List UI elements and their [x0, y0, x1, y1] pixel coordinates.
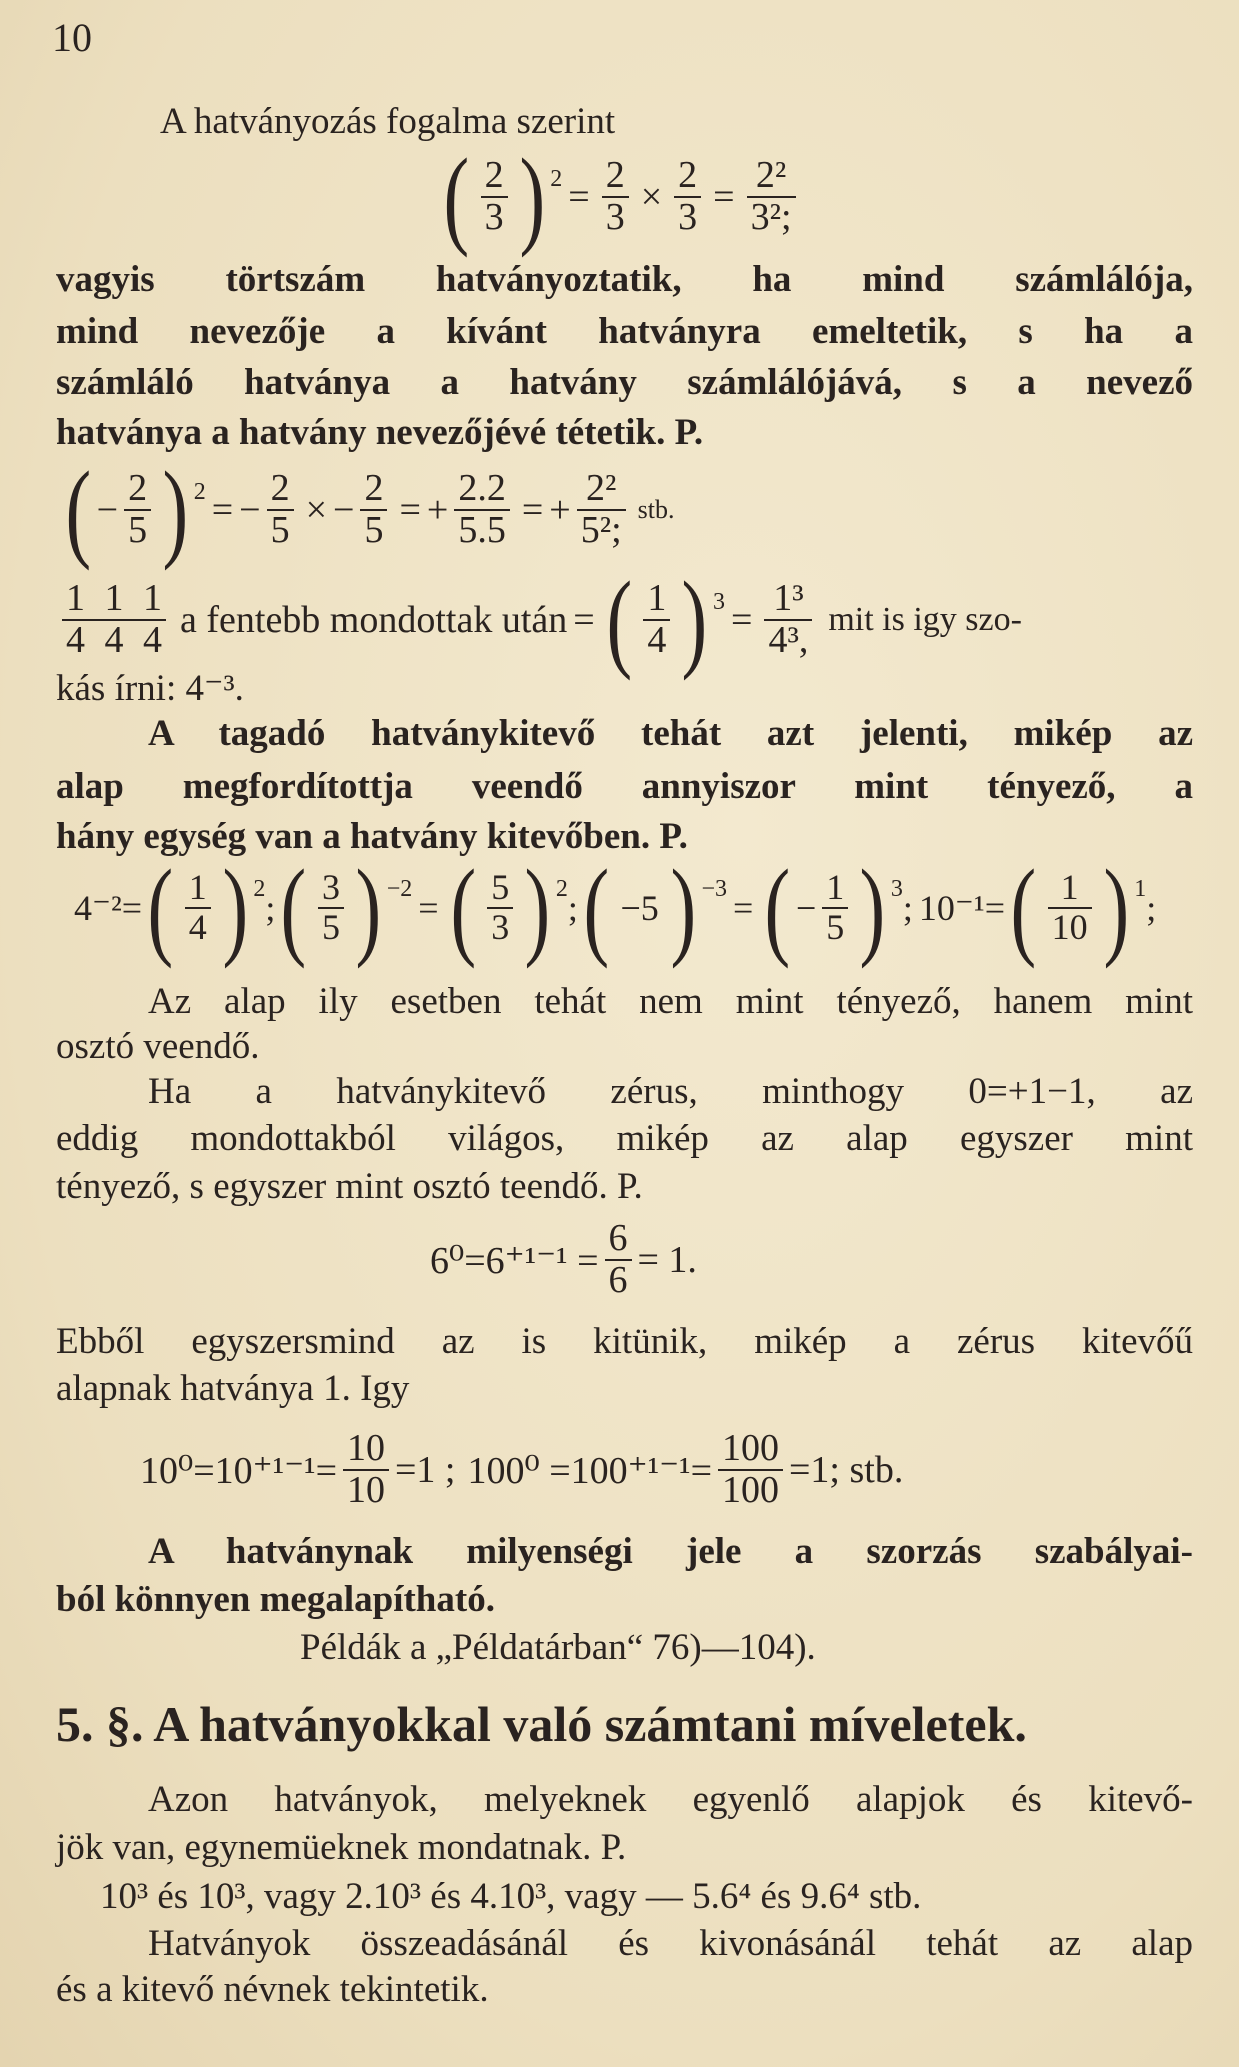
intro-line: A hatványozás fogalma szerint [160, 101, 616, 142]
para8-line1: Hatványok összeadásánál és kivonásánál tehát az alap [148, 1923, 1193, 1964]
para7-line1: Azon hatványok, melyeknek egyenlő alapjok és kitevő- [148, 1779, 1193, 1820]
para6-line2: ból könnyen megalapítható. [56, 1579, 495, 1620]
para3-line1: Az alap ily esetben tehát nem mint tényező, hanem mint [148, 981, 1193, 1022]
para3-line2: osztó veendő. [56, 1026, 260, 1067]
para2-line2: alap megfordítottja veendő annyiszor mint tényező, a [56, 766, 1193, 807]
section-heading: 5. §. A hatványokkal való számtani míveletek. [56, 1696, 1027, 1752]
para7-line2: jök van, egynemüeknek mondatnak. P. [56, 1827, 627, 1868]
formula-negative-fraction: ( − $\frac{2}{5}$ ) 2 = − $\frac{2}{5}$ × − $\frac{2}{5}$ = + $\frac{2.2}{5.5}$ = + $\frac{\text{2²}}{\text{5²;}}$ stb. [65, 449, 675, 571]
para1-line4: hatványa a hatvány nevezőjévé tétetik. P. [56, 412, 704, 453]
page-number: 10 [52, 15, 92, 60]
para2-line1: A tagadó hatványkitevő tehát azt jelenti, mikép az [148, 713, 1193, 754]
para6-line1: A hatványnak milyenségi jele a szorzás szabályai- [148, 1531, 1193, 1572]
para4-line1: Ha a hatványkitevő zérus, minthogy 0=+1−1, az [148, 1071, 1193, 1112]
para4-line2: eddig mondottakból világos, mikép az alap egyszer mint [56, 1118, 1193, 1159]
para2-line3: hány egység van a hatvány kitevőben. P. [56, 816, 688, 857]
para1-line1: vagyis törtszám hatványoztatik, ha mind számlálója, [56, 259, 1193, 300]
formula-negative-exponents: 4⁻²= ( $\frac{1}{4}$ ) 2 ; ( $\frac{3}{5}$ ) −2 = ( $\frac{5}{3}$ ) 2 ; ( −5 ) −3 = ( − $\frac{1}{5}$ ) 3 ; 10⁻¹= ( $\frac{1}{10}$ ) 1 ; [74, 846, 1157, 969]
formula-ten-hundred: 10⁰=10⁺¹⁻¹= $\frac{10}{10}$ =1 ; 100⁰ =100⁺¹⁻¹= $\frac{100}{100}$ =1; stb. [140, 1427, 904, 1511]
para8-line2: és a kitevő névnek tekintetik. [56, 1969, 489, 2010]
para5-line2: alapnak hatványa 1. Igy [56, 1368, 410, 1409]
para1-line2: mind nevezője a kívánt hatványra emeltetik, s ha a [56, 311, 1193, 352]
para5-line1: Ebből egyszersmind az is kitünik, mikép a zérus kitevőű [56, 1321, 1193, 1362]
examples-reference: Példák a „Példatárban“ 76)—104). [300, 1627, 816, 1668]
formula-fraction-square: ( $\frac{2}{3}$ ) 2 = $\frac{2}{3}$ × $\frac{2}{3}$ = $\frac{\text{2²}}{\text{3²;}}$ [438, 142, 802, 252]
formula-quarter-cube: $\frac{1 1 1}{4 4 4}$ a fentebb mondottak után = ( $\frac{1}{4}$ ) 3 = $\frac{\text{1³}}{\text{4³,}}$ mit is igy szo- [56, 565, 1022, 675]
kas-line: kás írni: 4⁻³. [56, 668, 244, 709]
examples-line: 10³ és 10³, vagy 2.10³ és 4.10³, vagy — 5.6⁴ és 9.6⁴ stb. [100, 1876, 922, 1917]
para4-line3: tényező, s egyszer mint osztó teendő. P. [56, 1166, 643, 1207]
formula-zero-exponent: 6⁰=6⁺¹⁻¹ = $\frac{6}{6}$ = 1. [430, 1217, 697, 1301]
para1-line3: számláló hatványa a hatvány számlálójává, s a nevező [56, 362, 1193, 403]
